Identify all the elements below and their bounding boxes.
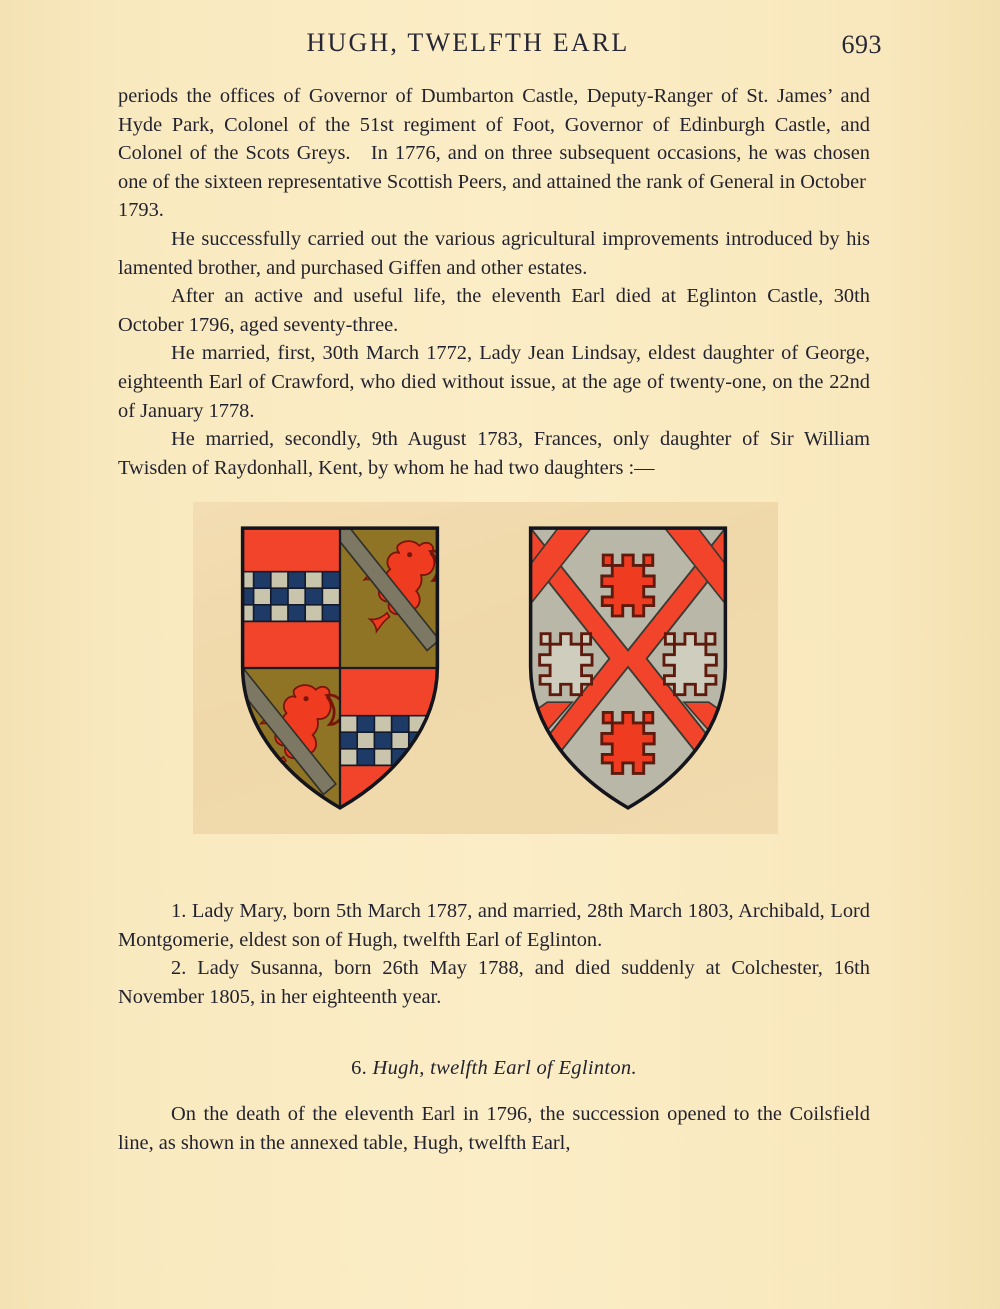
section-heading-number: 6.: [351, 1057, 368, 1079]
heraldic-illustration-plate: [193, 502, 778, 834]
paragraph-offices: periods the offices of Governor of Dumbarton Castle, Deputy-Ranger of St. James’ and Hyde Park, Colonel of the 51st regiment of Foot, Governor of Edinburgh Castle, and Colonel of the Scots Greys. In 1776, and on three subsequent occasions, he was chosen one of the sixteen representative Scottish Peers, and attained the rank of General in October: [118, 85, 870, 193]
body-text-final: [118, 1100, 870, 1157]
running-head: [118, 28, 882, 68]
chequy-fess-q4: [340, 716, 444, 766]
shield-montgomerie-quartered: [235, 524, 445, 812]
daughter-entry-susanna: 2. Lady Susanna, born 26th May 1788, and died suddenly at Colchester, 16th November 1805, in her eighteenth year.: [118, 957, 870, 1008]
chequy-fess-q1: [236, 572, 340, 622]
body-text-upper: [118, 82, 870, 482]
cross-crosslet-dexter: [540, 634, 592, 695]
paragraph-improvements: He successfully carried out the various agricultural improvements introduced by his lamented brother, and purchased Giffen and other estates.: [118, 227, 870, 279]
cross-crosslet-base: [602, 712, 654, 773]
paragraph-offices-last-line: 1793.: [118, 199, 164, 222]
shield-twisden: [523, 524, 733, 812]
section-heading: [118, 1057, 870, 1080]
cross-crosslet-chief: [602, 555, 654, 616]
body-text-daughters: [118, 897, 870, 1011]
paragraph-first-marriage: He married, first, 30th March 1772, Lady Jean Lindsay, eldest daughter of George, eighteenth Earl of Crawford, who died without issue, at the age of twenty-one, on the 22nd of January 1778.: [118, 342, 870, 422]
section-heading-title: Hugh, twelfth Earl of Eglinton.: [372, 1057, 637, 1079]
paragraph-death: After an active and useful life, the eleventh Earl died at Eglinton Castle, 30th October 1796, aged seventy-three.: [118, 285, 870, 336]
paragraph-succession: On the death of the eleventh Earl in 1796, the succession opened to the Coilsfield line, as shown in the annexed table, Hugh, twelfth Earl,: [118, 1103, 870, 1154]
page-number: 693: [841, 30, 882, 59]
paragraph-second-marriage: He married, secondly, 9th August 1783, Frances, only daughter of Sir William Twisden of Raydonhall, Kent, by whom he had two daughters :—: [118, 428, 870, 479]
running-head-title: HUGH, TWELFTH EARL: [306, 28, 630, 57]
daughter-entry-mary: 1. Lady Mary, born 5th March 1787, and married, 28th March 1803, Archibald, Lord Montgomerie, eldest son of Hugh, twelfth Earl of Eglinton.: [118, 900, 870, 951]
cross-crosslet-sinister: [664, 634, 716, 695]
